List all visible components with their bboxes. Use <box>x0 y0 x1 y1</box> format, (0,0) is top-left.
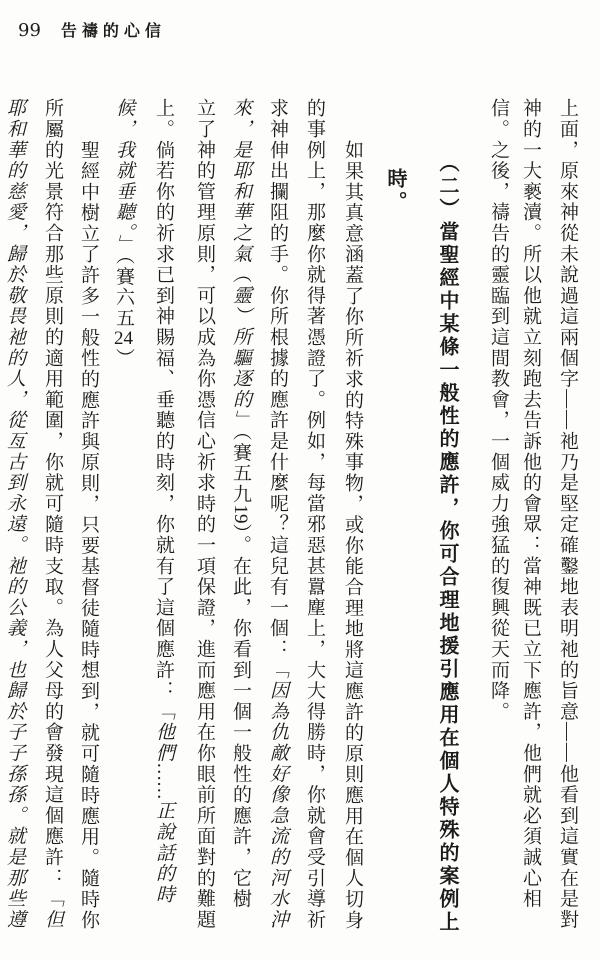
text-segment: 所屬的光景符合那些原則的適用範圍，你就可隨時支取。為人父母的會發現這個應許： <box>42 98 63 889</box>
text-segment: 上。倘若你的祈求已到神賜福、垂聽的時刻，你就有了這個應許： <box>153 98 174 702</box>
text-column <box>4 98 25 930</box>
scripture-quote-text: 「他們……正說話的時 <box>153 701 174 905</box>
text-segment: 的事例上，那麼你就得著憑證了。例如，每當邪惡甚囂塵上，大大得勝時，你就會受引導祈 <box>304 98 325 930</box>
text-column <box>267 98 288 930</box>
page-number: 99 <box>18 20 41 41</box>
text-segment: （賽六五 <box>113 254 134 329</box>
text-column <box>230 98 251 909</box>
text-column <box>78 140 99 930</box>
text-segment: 上面，原來神從未說過這兩個字——祂乃是堅定確鑿地表明祂的旨意——他看到這實在是對 <box>557 98 578 930</box>
scripture-quote-text: 耶和華的慈愛，歸於敬畏祂的人，從亙古到永遠。祂的公義，也歸於子子孫孫。就是那些遵 <box>4 98 25 930</box>
text-column <box>557 98 578 930</box>
scripture-quote-text: 「因為仇敵好像急流的河水沖 <box>267 659 288 931</box>
text-segment: 神的一大褻瀆。所以他就立刻跑去告訴他的會眾：當神既已立下應許，他們就必須誠心相 <box>520 98 541 910</box>
text-segment: 信。之後，禱告的靈臨到這間教會，一個威力強猛的復興從天而降。 <box>488 98 509 722</box>
text-column <box>42 98 63 930</box>
text-segment: 立了神的管理原則，可以成為你憑信心祈求時的一項保證，進而應用在你眼前所面對的難題 <box>194 98 215 930</box>
text-column <box>153 98 174 905</box>
text-column <box>342 140 363 930</box>
text-segment: ）。在此，你看到一個一般性的應許，它樹 <box>230 523 251 910</box>
section-heading-column <box>436 152 458 934</box>
section-heading-column <box>384 168 406 214</box>
text-segment: （二）當聖經中某條一般性的應許，你可合理地援引應用在個人特殊的案例上 <box>436 152 458 934</box>
text-column <box>304 98 325 930</box>
text-column <box>194 98 215 930</box>
scripture-quote-text: 「但 <box>42 888 63 931</box>
text-segment: 求神伸出攔阻的手。你所根據的應許是什麼呢？這兒有一個： <box>267 98 288 660</box>
text-column <box>113 98 134 368</box>
scripture-quote-text: 候，我就垂聽。」 <box>113 98 134 255</box>
text-column <box>520 98 541 909</box>
scripture-quote-text: 來，是耶和華之氣（靈）所驅逐的」 <box>230 98 251 431</box>
verse-number: 24 <box>114 328 133 348</box>
verse-number: 19 <box>230 504 251 524</box>
text-segment: 聖經中樹立了許多一般性的應許與原則，只要基督徒隨時想到，就可隨時應用。隨時你 <box>78 140 99 931</box>
text-segment: 如果其真意涵蓋了你所祈求的特殊事物，或你能合理地將這應許的原則應用在個人切身 <box>342 140 363 931</box>
running-title: 告禱的心信 <box>60 23 166 40</box>
text-segment: 時。 <box>384 168 406 214</box>
text-segment: ） <box>113 347 134 369</box>
text-column <box>488 98 509 722</box>
text-segment: （賽五九 <box>230 430 251 505</box>
